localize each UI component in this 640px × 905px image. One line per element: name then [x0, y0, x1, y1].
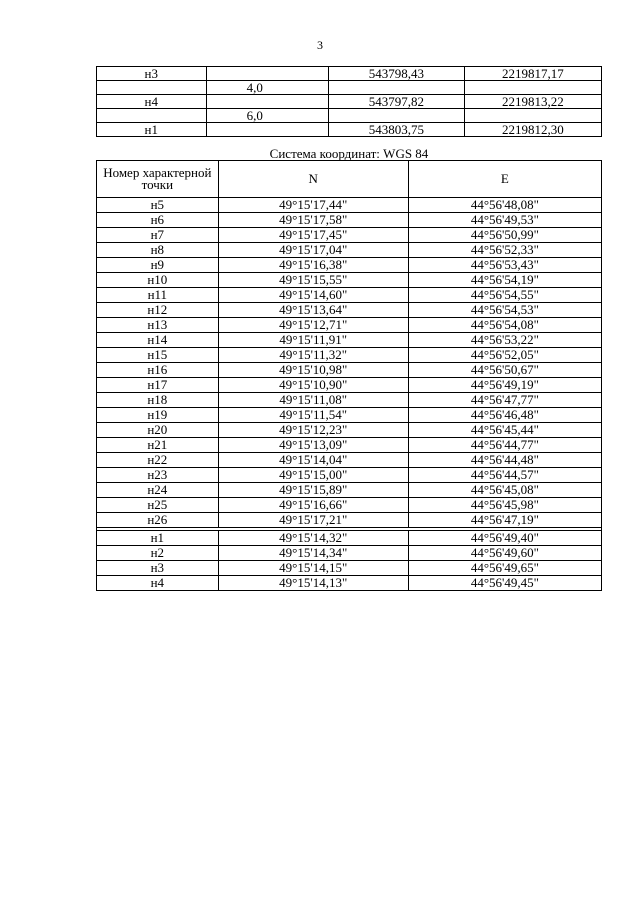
table-row	[97, 393, 602, 408]
empty-cell	[329, 109, 465, 123]
point-cell: н24	[97, 483, 219, 498]
table-row	[97, 561, 602, 576]
point-cell: н15	[97, 348, 219, 363]
point-cell: н3	[97, 561, 219, 576]
point-cell: н1	[97, 531, 219, 546]
latitude-cell: 49°15'12,71"	[218, 318, 408, 333]
point-cell: н21	[97, 438, 219, 453]
longitude-cell: 44°56'49,45"	[408, 576, 601, 591]
header-point-number: Номер характерной точки	[97, 161, 219, 198]
table-row	[97, 408, 602, 423]
point-cell: н4	[97, 576, 219, 591]
latitude-cell: 49°15'11,08"	[218, 393, 408, 408]
latitude-cell: 49°15'12,23"	[218, 423, 408, 438]
latitude-cell: 49°15'15,00"	[218, 468, 408, 483]
y-cell: 2219812,30	[464, 123, 601, 137]
latitude-cell: 49°15'14,32"	[218, 531, 408, 546]
point-cell: н3	[97, 67, 207, 81]
table-row	[97, 258, 602, 273]
latitude-cell: 49°15'14,60"	[218, 288, 408, 303]
longitude-cell: 44°56'49,53"	[408, 213, 601, 228]
x-cell: 543798,43	[329, 67, 465, 81]
point-cell: н6	[97, 213, 219, 228]
longitude-cell: 44°56'49,60"	[408, 546, 601, 561]
table-row	[97, 243, 602, 258]
longitude-cell: 44°56'54,08"	[408, 318, 601, 333]
table-row	[97, 546, 602, 561]
table-row	[97, 228, 602, 243]
latitude-cell: 49°15'17,45"	[218, 228, 408, 243]
table-row	[97, 378, 602, 393]
longitude-cell: 44°56'49,40"	[408, 531, 601, 546]
empty-cell	[206, 67, 328, 81]
longitude-cell: 44°56'52,05"	[408, 348, 601, 363]
longitude-cell: 44°56'54,55"	[408, 288, 601, 303]
point-cell: н18	[97, 393, 219, 408]
longitude-cell: 44°56'44,48"	[408, 453, 601, 468]
table-row	[97, 213, 602, 228]
table-row	[97, 303, 602, 318]
latitude-cell: 49°15'13,64"	[218, 303, 408, 318]
longitude-cell: 44°56'54,19"	[408, 273, 601, 288]
longitude-cell: 44°56'44,77"	[408, 438, 601, 453]
point-cell: н26	[97, 513, 219, 528]
longitude-cell: 44°56'45,98"	[408, 498, 601, 513]
latitude-cell: 49°15'17,21"	[218, 513, 408, 528]
longitude-cell: 44°56'47,19"	[408, 513, 601, 528]
longitude-cell: 44°56'48,08"	[408, 198, 601, 213]
distance-cell: 6,0	[206, 109, 328, 123]
latitude-cell: 49°15'17,58"	[218, 213, 408, 228]
table-row	[97, 273, 602, 288]
point-cell: н17	[97, 378, 219, 393]
page-number: 3	[317, 38, 323, 52]
latitude-cell: 49°15'14,13"	[218, 576, 408, 591]
longitude-cell: 44°56'50,99"	[408, 228, 601, 243]
longitude-cell: 44°56'53,43"	[408, 258, 601, 273]
latitude-cell: 49°15'14,34"	[218, 546, 408, 561]
table-row	[97, 576, 602, 591]
latitude-cell: 49°15'14,15"	[218, 561, 408, 576]
point-cell: н20	[97, 423, 219, 438]
latitude-cell: 49°15'11,32"	[218, 348, 408, 363]
empty-cell	[206, 123, 328, 137]
table-row	[97, 95, 602, 109]
latitude-cell: 49°15'10,98"	[218, 363, 408, 378]
empty-cell	[206, 95, 328, 109]
wgs84-coordinates-table	[96, 160, 602, 591]
header-e: E	[408, 161, 601, 198]
longitude-cell: 44°56'50,67"	[408, 363, 601, 378]
longitude-cell: 44°56'47,77"	[408, 393, 601, 408]
table-row	[97, 123, 602, 137]
point-cell: н8	[97, 243, 219, 258]
table-row	[97, 423, 602, 438]
point-cell: н9	[97, 258, 219, 273]
table-row	[97, 81, 602, 95]
point-cell: н7	[97, 228, 219, 243]
table-row	[97, 348, 602, 363]
table-row	[97, 438, 602, 453]
point-cell: н5	[97, 198, 219, 213]
point-cell: н13	[97, 318, 219, 333]
point-cell: н11	[97, 288, 219, 303]
table-row	[97, 109, 602, 123]
longitude-cell: 44°56'45,44"	[408, 423, 601, 438]
latitude-cell: 49°15'15,55"	[218, 273, 408, 288]
table-row	[97, 498, 602, 513]
y-cell: 2219817,17	[464, 67, 601, 81]
x-cell: 543803,75	[329, 123, 465, 137]
table-row	[97, 67, 602, 81]
point-cell: н10	[97, 273, 219, 288]
longitude-cell: 44°56'54,53"	[408, 303, 601, 318]
coordinate-system-caption: Система координат: WGS 84	[269, 146, 429, 161]
longitude-cell: 44°56'52,33"	[408, 243, 601, 258]
y-cell: 2219813,22	[464, 95, 601, 109]
point-cell: н25	[97, 498, 219, 513]
latitude-cell: 49°15'16,38"	[218, 258, 408, 273]
empty-cell	[464, 109, 601, 123]
empty-cell	[329, 81, 465, 95]
latitude-cell: 49°15'11,91"	[218, 333, 408, 348]
latitude-cell: 49°15'14,04"	[218, 453, 408, 468]
table-row	[97, 531, 602, 546]
point-cell: н2	[97, 546, 219, 561]
latitude-cell: 49°15'11,54"	[218, 408, 408, 423]
table-row	[97, 453, 602, 468]
point-cell: н16	[97, 363, 219, 378]
table-row	[97, 198, 602, 213]
table-row	[97, 363, 602, 378]
latitude-cell: 49°15'13,09"	[218, 438, 408, 453]
longitude-cell: 44°56'44,57"	[408, 468, 601, 483]
header-n: N	[218, 161, 408, 198]
point-cell: н1	[97, 123, 207, 137]
point-cell: н4	[97, 95, 207, 109]
latitude-cell: 49°15'15,89"	[218, 483, 408, 498]
longitude-cell: 44°56'45,08"	[408, 483, 601, 498]
table-row	[97, 333, 602, 348]
longitude-cell: 44°56'53,22"	[408, 333, 601, 348]
point-cell: н23	[97, 468, 219, 483]
table-row	[97, 513, 602, 528]
latitude-cell: 49°15'17,44"	[218, 198, 408, 213]
table-row	[97, 318, 602, 333]
point-cell: н22	[97, 453, 219, 468]
table-row	[97, 483, 602, 498]
table-header-row	[97, 161, 602, 198]
point-cell: н12	[97, 303, 219, 318]
x-cell: 543797,82	[329, 95, 465, 109]
longitude-cell: 44°56'46,48"	[408, 408, 601, 423]
latitude-cell: 49°15'17,04"	[218, 243, 408, 258]
point-cell: н19	[97, 408, 219, 423]
latitude-cell: 49°15'16,66"	[218, 498, 408, 513]
longitude-cell: 44°56'49,65"	[408, 561, 601, 576]
table-row	[97, 288, 602, 303]
point-cell: н14	[97, 333, 219, 348]
empty-cell	[97, 81, 207, 95]
empty-cell	[97, 109, 207, 123]
distance-cell: 4,0	[206, 81, 328, 95]
empty-cell	[464, 81, 601, 95]
distance-coordinates-table	[96, 66, 602, 137]
table-row	[97, 468, 602, 483]
latitude-cell: 49°15'10,90"	[218, 378, 408, 393]
longitude-cell: 44°56'49,19"	[408, 378, 601, 393]
